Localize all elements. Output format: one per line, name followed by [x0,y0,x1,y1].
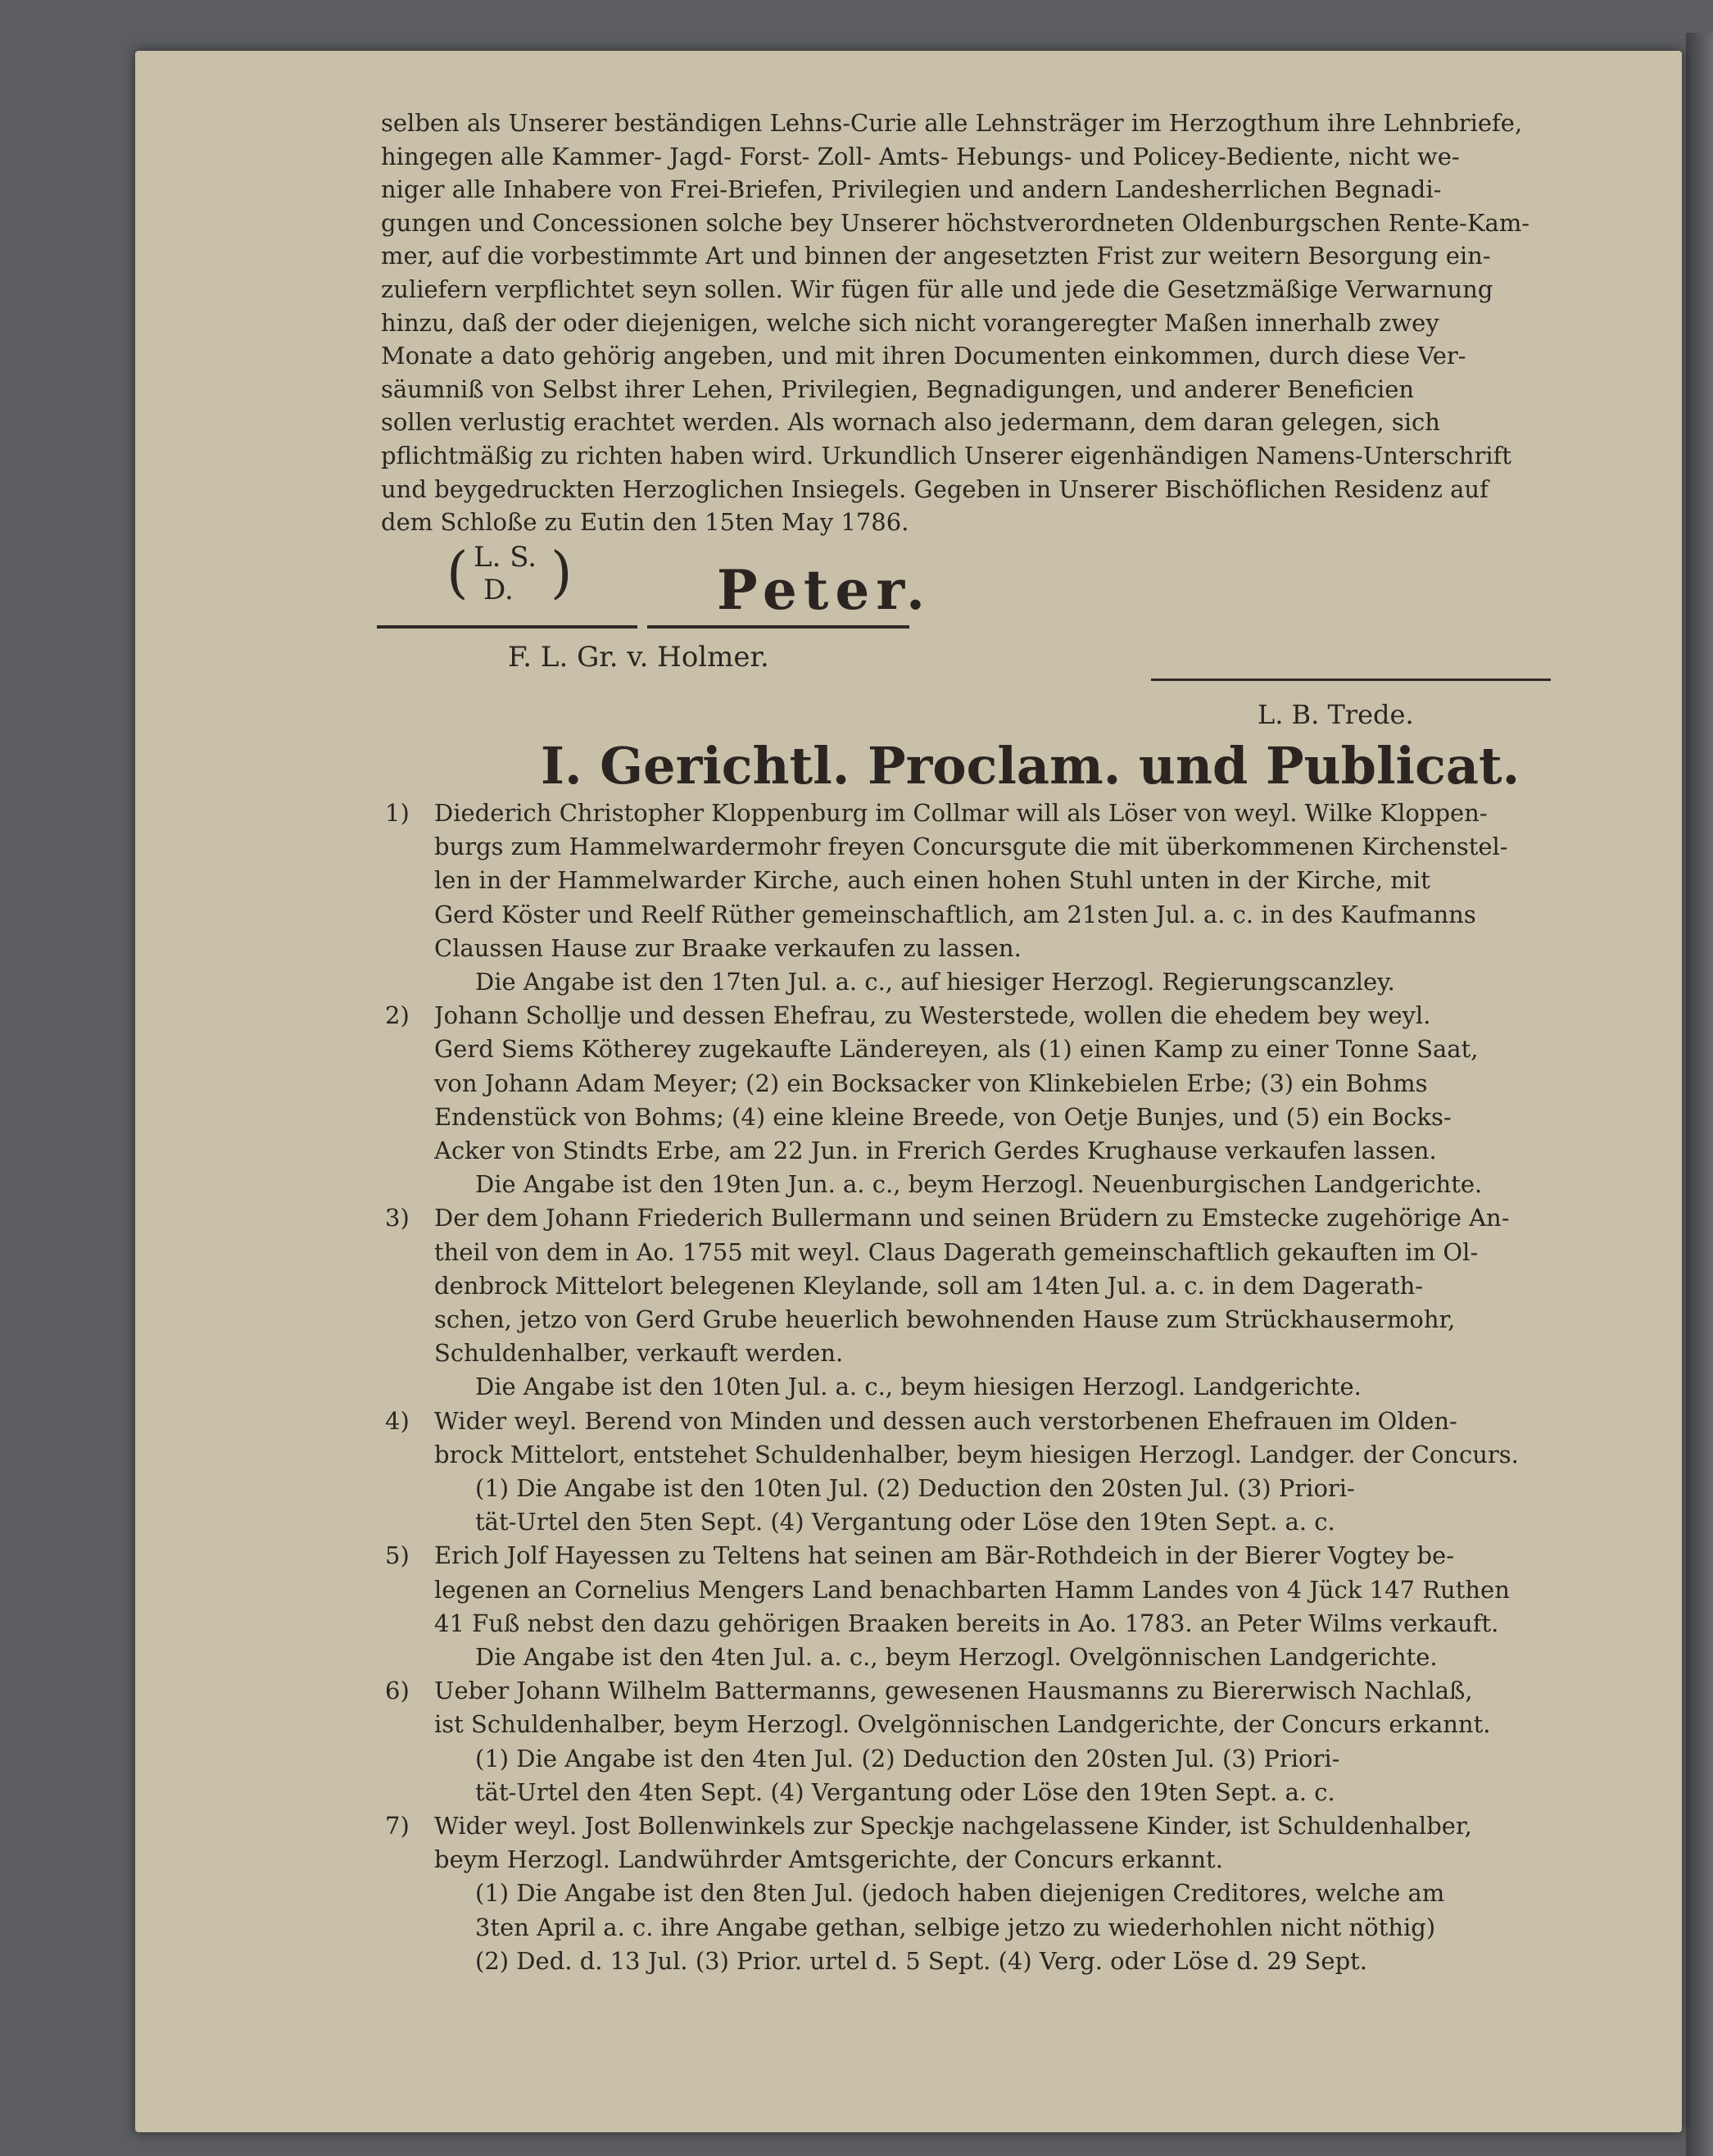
entry-number: 5) [385,1541,410,1570]
decree-line: pflichtmäßig zu richten haben wird. Urkundlich Unserer eigenhändigen Namens-Unterschrift [381,442,1511,470]
entry-line: (1) Die Angabe ist den 10ten Jul. (2) Deduction den 20sten Jul. (3) Priori- [475,1474,1355,1502]
entry-line: 41 Fuß nebst den dazu gehörigen Braaken bereits in Ao. 1783. an Peter Wilms verkauft. [434,1609,1499,1637]
decree-line: hinzu, daß der oder diejenigen, welche sich nicht vorangeregter Maßen innerhalb zwey [381,308,1439,337]
decree-line: hingegen alle Kammer- Jagd- Forst- Zoll- Amts- Hebungs- und Policey-Bediente, nicht we- [381,142,1460,170]
entry-line: Diederich Christopher Kloppenburg im Collmar will als Löser von weyl. Wilke Kloppen- [434,799,1488,827]
entry-line: tät-Urtel den 5ten Sept. (4) Vergantung oder Löse den 19ten Sept. a. c. [475,1508,1335,1536]
entry-number: 7) [385,1812,410,1840]
entry-line: Wider weyl. Berend von Minden und dessen auch verstorbenen Ehefrauen im Olden- [434,1406,1457,1435]
entry-line: (2) Ded. d. 13 Jul. (3) Prior. urtel d. 5 Sept. (4) Verg. oder Löse d. 29 Sept. [475,1946,1368,1975]
entry-number: 6) [385,1677,410,1705]
entry-line: burgs zum Hammelwardermohr freyen Concursgute die mit überkommenen Kirchenstel- [434,833,1508,861]
seal-bottom: D. [483,574,514,606]
entry-line: Schuldenhalber, verkauft werden. [434,1339,844,1368]
decree-line: zuliefern verpflichtet seyn sollen. Wir fügen für alle und jede die Gesetzmäßige Verwarnung [381,275,1493,303]
countersign-right: L. B. Trede. [1258,699,1414,730]
entry-line: Endenstück von Bohms; (4) eine kleine Breede, von Oetje Bunjes, und (5) ein Bocks- [434,1102,1452,1131]
book-spine-edge [1686,33,1713,2156]
section-heading: I. Gerichtl. Proclam. und Publicat. [541,736,1520,796]
entry-line: (1) Die Angabe ist den 4ten Jul. (2) Deduction den 20sten Jul. (3) Priori- [475,1744,1340,1772]
countersign-rule-right [1151,679,1551,681]
entry-line: Der dem Johann Friederich Bullermann und seinen Brüdern zu Emstecke zugehörige An- [434,1204,1510,1232]
entry-number: 3) [385,1204,410,1232]
entry-line: Erich Jolf Hayessen zu Teltens hat seinen am Bär-Rothdeich in der Bierer Vogtey be- [434,1541,1455,1570]
entry-line: 3ten April a. c. ihre Angabe gethan, selbige jetzo zu wiederhohlen nicht nöthig) [475,1913,1436,1941]
entry-line: (1) Die Angabe ist den 8ten Jul. (jedoch haben diejenigen Creditores, welche am [475,1879,1445,1908]
entry-line: tät-Urtel den 4ten Sept. (4) Vergantung oder Löse den 19ten Sept. a. c. [475,1777,1335,1806]
entry-line: len in der Hammelwarder Kirche, auch einen hohen Stuhl unten in der Kirche, mit [434,866,1430,895]
entry-line: beym Herzogl. Landwührder Amtsgerichte, der Concurs erkannt. [434,1845,1223,1874]
entry-number: 4) [385,1406,410,1435]
decree-line: niger alle Inhabere von Frei-Briefen, Privilegien und andern Landesherrlichen Begnadi- [381,175,1442,204]
seal-top: L. S. [474,541,537,574]
seal-close-paren: ) [551,541,573,606]
signature-rule-right [647,625,909,629]
entry-line: ist Schuldenhalber, beym Herzogl. Ovelgönnischen Landgerichte, der Concurs erkannt. [434,1710,1491,1739]
entry-line: Gerd Siems Kötherey zugekaufte Ländereyen, als (1) einen Kamp zu einer Tonne Saat, [434,1035,1479,1064]
entry-line: Gerd Köster und Reelf Rüther gemeinschaftlich, am 21sten Jul. a. c. in des Kaufmanns [434,900,1476,928]
signature-rule-left [377,625,637,629]
decree-line: säumniß von Selbst ihrer Lehen, Privilegien, Begnadigungen, und anderer Beneficien [381,374,1415,403]
decree-line: gungen und Concessionen solche bey Unserer höchstverordneten Oldenburgschen Rente-Kam- [381,208,1530,237]
entry-line: Ueber Johann Wilhelm Battermanns, gewesenen Hausmanns zu Biererwisch Nachlaß, [434,1677,1473,1705]
decree-line: dem Schloße zu Eutin den 15ten May 1786. [381,508,909,537]
entry-line: Die Angabe ist den 19ten Jun. a. c., beym Herzogl. Neuenburgischen Landgerichte. [475,1170,1483,1199]
entry-line: Die Angabe ist den 17ten Jul. a. c., auf hiesiger Herzogl. Regierungscanzley. [475,968,1395,996]
entry-line: brock Mittelort, entstehet Schuldenhalber, beym hiesigen Herzogl. Landger. der Concurs. [434,1440,1519,1468]
entry-line: legenen an Cornelius Mengers Land benachbarten Hamm Landes von 4 Jück 147 Ruthen [434,1575,1510,1604]
countersign-left: F. L. Gr. v. Holmer. [508,641,769,674]
entry-line: Die Angabe ist den 10ten Jul. a. c., beym hiesigen Herzogl. Landgerichte. [475,1373,1362,1401]
ruler-signature: Peter. [717,558,932,622]
entry-line: von Johann Adam Meyer; (2) ein Bocksacker von Klinkebielen Erbe; (3) ein Bohms [434,1069,1428,1097]
decree-line: selben als Unserer beständigen Lehns-Curie alle Lehnsträger im Herzogthum ihre Lehnbriefe, [381,109,1523,137]
entry-line: Die Angabe ist den 4ten Jul. a. c., beym Herzogl. Ovelgönnischen Landgerichte. [475,1643,1438,1671]
entry-line: theil von dem in Ao. 1755 mit weyl. Claus Dagerath gemeinschaftlich gekauften im Ol- [434,1237,1479,1266]
entry-line: Johann Schollje und dessen Ehefrau, zu Westerstede, wollen die ehedem bey weyl. [434,1001,1431,1030]
seal-open-paren: ( [446,541,469,606]
decree-line: und beygedruckten Herzoglichen Insiegels. Gegeben in Unserer Bischöflichen Residenz auf [381,474,1489,503]
entry-line: Claussen Hause zur Braake verkaufen zu lassen. [434,933,1022,962]
entry-line: schen, jetzo von Gerd Grube heuerlich bewohnenden Hause zum Strückhausermohr, [434,1305,1456,1333]
entry-line: Acker von Stindts Erbe, am 22 Jun. in Frerich Gerdes Krughause verkaufen lassen. [434,1137,1437,1164]
entry-line: denbrock Mittelort belegenen Kleylande, soll am 14ten Jul. a. c. in dem Dagerath- [434,1271,1424,1300]
entry-line: Wider weyl. Jost Bollenwinkels zur Speckje nachgelassene Kinder, ist Schuldenhalber, [434,1812,1472,1840]
decree-line: sollen verlustig erachtet werden. Als wornach also jedermann, dem daran gelegen, sich [381,408,1440,437]
decree-line: mer, auf die vorbestimmte Art und binnen der angesetzten Frist zur weitern Besorgung ein- [381,242,1491,270]
entry-number: 1) [385,799,410,827]
entry-number: 2) [385,1001,410,1030]
decree-line: Monate a dato gehörig angeben, und mit ihren Documenten einkommen, durch diese Ver- [381,342,1466,370]
